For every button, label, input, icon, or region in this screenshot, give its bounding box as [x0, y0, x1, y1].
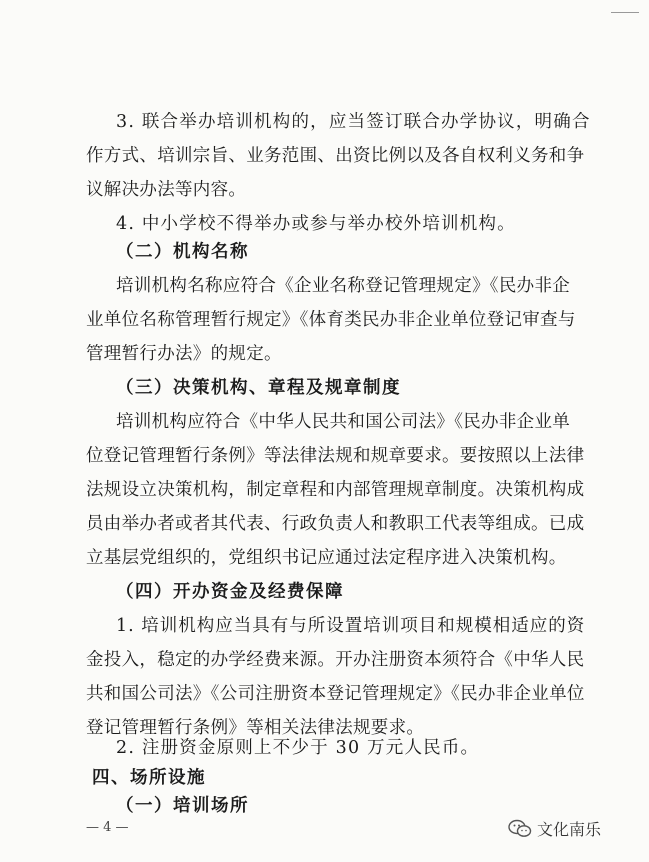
wechat-icon	[508, 819, 532, 839]
paragraph-line: 员由举办者或者其代表、行政负责人和教职工代表等组成。已成	[86, 514, 585, 534]
paragraph-line: 共和国公司法》《公司注册资本登记管理规定》《民办非企业单位	[86, 684, 585, 704]
section-heading: （三）决策机构、章程及规章制度	[116, 378, 401, 398]
paragraph-line: 法规设立决策机构，制定章程和内部管理规章制度。决策机构成	[86, 480, 585, 500]
section-heading: （四）开办资金及经费保障	[116, 582, 344, 602]
section-heading: （一）培训场所	[116, 796, 249, 816]
watermark-text: 文化南乐	[537, 820, 602, 839]
paragraph-line: 立基层党组织的，党组织书记应通过法定程序进入决策机构。	[86, 548, 567, 568]
scan-edge-mark	[611, 12, 639, 13]
paragraph-line: 金投入，稳定的办学经费来源。开办注册资本须符合《中华人民	[86, 650, 585, 670]
paragraph-line: 培训机构应符合《中华人民共和国公司法》《民办非企业单	[116, 412, 571, 432]
paragraph-line: 1. 培训机构应当具有与所设置培训项目和规模相适应的资	[116, 616, 586, 636]
paragraph-line: 4. 中小学校不得举办或参与举办校外培训机构。	[116, 214, 516, 234]
paragraph-line: 业单位名称管理暂行规定》《体育类民办非企业单位登记审查与	[86, 310, 576, 330]
section-heading: （二）机构名称	[116, 242, 249, 262]
paragraph-line: 3. 联合举办培训机构的，应当签订联合办学协议，明确合	[116, 112, 591, 132]
paragraph-line: 位登记管理暂行条例》等法律法规和规章要求。要按照以上法律	[86, 446, 585, 466]
chapter-heading: 四、场所设施	[92, 768, 206, 788]
paragraph-line: 培训机构名称应符合《企业名称登记管理规定》《民办非企	[116, 276, 571, 296]
paragraph-line: 登记管理暂行条例》等相关法律法规要求。	[86, 718, 425, 738]
paragraph-line: 议解决办法等内容。	[86, 180, 247, 200]
paragraph-line: 2. 注册资金原则上不少于 30 万元人民币。	[116, 738, 480, 758]
wechat-watermark	[508, 817, 601, 840]
paragraph-line: 管理暂行办法》的规定。	[86, 344, 282, 364]
page-number: — 4 —	[86, 820, 129, 835]
paragraph-line: 作方式、培训宗旨、业务范围、出资比例以及各自权利义务和争	[86, 146, 585, 166]
